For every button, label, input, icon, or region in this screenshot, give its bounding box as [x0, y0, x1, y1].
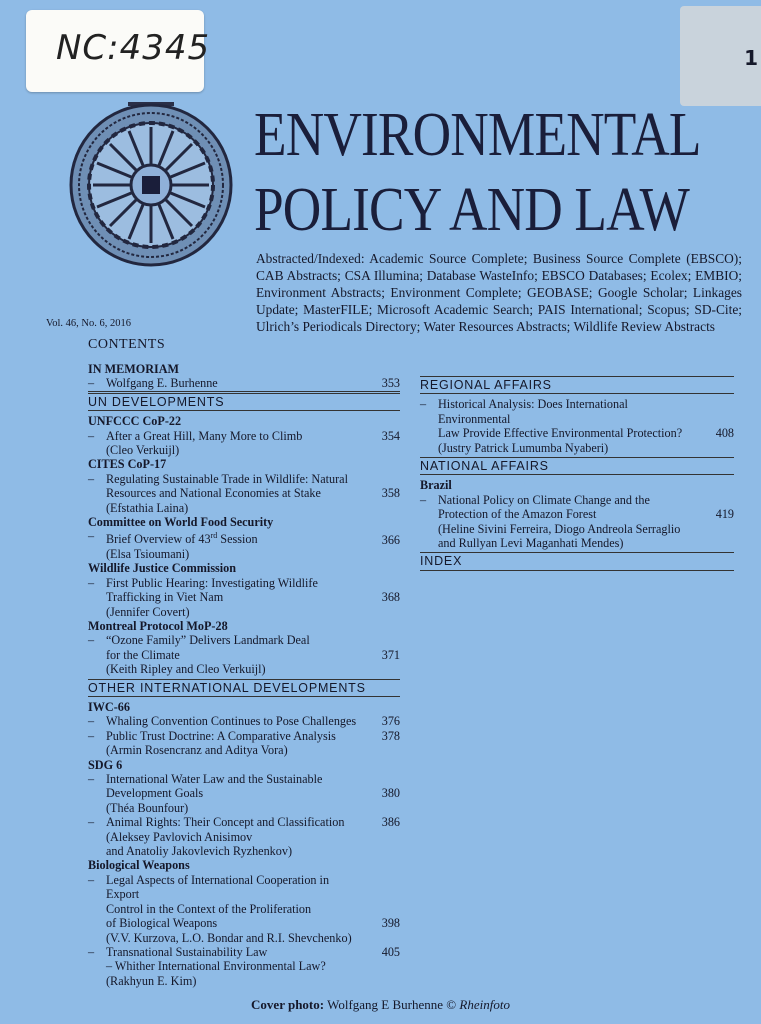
cover-photo-credit-text: Wolfgang E Burhenne ©	[324, 997, 460, 1012]
toc-entry-title-cont: Control in the Context of the Proliferation	[106, 901, 312, 916]
toc-author: (V.V. Kurzova, L.O. Bondar and R.I. Shevchenko)	[106, 930, 352, 945]
toc-entry[interactable]: – Historical Analysis: Does International Environmental Law Provide Effective Environmental Protection? 408	[420, 397, 734, 441]
toc-entry-title: Wolfgang E. Burhenne	[106, 376, 218, 391]
subsection-head: Brazil	[420, 478, 452, 493]
toc-author: (Aleksey Pavlovich Anisimov	[106, 829, 253, 844]
toc-entry-title-cont: Resources and National Economies at Stake	[106, 486, 321, 501]
subsection-head: SDG 6	[88, 757, 123, 772]
toc-entry-title-cont: Trafficking in Viet Nam	[106, 590, 224, 605]
subsection-head: Biological Weapons	[88, 858, 190, 873]
toc-page-number: 376	[381, 714, 400, 729]
toc-page-number: 386	[381, 815, 400, 830]
cover-photo-label: Cover photo:	[251, 997, 325, 1012]
toc-author-cont: and Anatoliy Jakovlevich Ryzhenkov)	[106, 844, 293, 859]
toc-entry-title-cont: Law Provide Effective Environmental Protection?	[438, 426, 683, 441]
journal-title-line-2: POLICY AND LAW	[254, 176, 689, 244]
toc-entry[interactable]: – Regulating Sustainable Trade in Wildlife: Natural Resources and National Economies at Stake 358	[88, 471, 400, 501]
toc-entry[interactable]: – Legal Aspects of International Cooperation in Export Control in the Context of the Proliferation of Biological Weapons 398	[88, 872, 400, 931]
toc-entry-title: Public Trust Doctrine: A Comparative Analysis	[106, 728, 336, 743]
toc-entry-title: Whaling Convention Continues to Pose Challenges	[106, 714, 357, 729]
toc-entry-title-cont: for the Climate	[106, 647, 180, 662]
toc-entry[interactable]: – Public Trust Doctrine: A Comparative Analysis 378	[88, 728, 400, 743]
toc-author: (Jennifer Covert)	[106, 604, 190, 619]
toc-page-number: 368	[381, 590, 400, 605]
catalog-number: NC:4345	[56, 28, 211, 68]
contents-left-column	[88, 362, 400, 988]
toc-page-number: 408	[715, 426, 734, 441]
toc-entry[interactable]: – Animal Rights: Their Concept and Classification 386	[88, 815, 400, 830]
journal-emblem-icon	[68, 102, 234, 268]
subsection-head: CITES CoP-17	[88, 457, 167, 472]
toc-entry[interactable]: – First Public Hearing: Investigating Wildlife Trafficking in Viet Nam 368	[88, 575, 400, 605]
corner-tag	[680, 6, 761, 106]
toc-page-number: 371	[381, 647, 400, 662]
section-index[interactable]: INDEX	[420, 552, 734, 570]
cover-photo-credit	[0, 997, 761, 1013]
volume-number: Vol. 46, No. 6, 2016	[46, 318, 131, 329]
toc-author: (Rakhyun E. Kim)	[106, 973, 197, 988]
toc-entry-title: “Ozone Family” Delivers Landmark Deal	[106, 633, 310, 648]
toc-page-number: 380	[381, 786, 400, 801]
section-un-developments: UN DEVELOPMENTS	[88, 393, 400, 411]
toc-page-number: 358	[381, 486, 400, 501]
toc-author: (Théa Bounfour)	[106, 800, 189, 815]
toc-entry-title: Legal Aspects of International Cooperation in Export	[106, 872, 330, 902]
toc-page-number: 405	[381, 944, 400, 959]
toc-entry-title: Brief Overview of 43rd Session	[106, 531, 258, 547]
toc-author: (Cleo Verkuijl)	[106, 443, 180, 458]
section-regional-affairs: REGIONAL AFFAIRS	[420, 376, 734, 394]
toc-entry-title-cont: – Whither International Environmental Law?	[106, 959, 326, 974]
subsection-head: Committee on World Food Security	[88, 515, 274, 530]
toc-page-number: 398	[381, 916, 400, 931]
toc-author: (Keith Ripley and Cleo Verkuijl)	[106, 662, 266, 677]
toc-author: (Justry Patrick Lumumba Nyaberi)	[438, 440, 609, 455]
toc-entry[interactable]: – “Ozone Family” Delivers Landmark Deal for the Climate 371	[88, 633, 400, 662]
toc-entry-title: First Public Hearing: Investigating Wildlife	[106, 575, 318, 590]
toc-page-number: 419	[715, 507, 734, 522]
toc-entry-title-cont: Development Goals	[106, 786, 204, 801]
section-head: IN MEMORIAM	[88, 362, 180, 376]
catalog-label	[26, 10, 211, 92]
toc-entry[interactable]: – National Policy on Climate Change and the Protection of the Amazon Forest 419	[420, 492, 734, 522]
toc-entry[interactable]: – Whaling Convention Continues to Pose Challenges 376	[88, 714, 400, 729]
toc-author: (Armin Rosencranz and Aditya Vora)	[106, 743, 288, 758]
toc-author: (Efstathia Laina)	[106, 500, 189, 515]
toc-entry-title: National Policy on Climate Change and the	[438, 492, 650, 507]
toc-page-number: 354	[381, 428, 400, 443]
toc-entry-title: Regulating Sustainable Trade in Wildlife: Natural	[106, 471, 348, 486]
toc-entry[interactable]: – Wolfgang E. Burhenne 353	[88, 376, 400, 391]
toc-page-number: 353	[381, 376, 400, 391]
subsection-head: Montreal Protocol MoP-28	[88, 618, 228, 633]
toc-author: (Elsa Tsioumani)	[106, 546, 190, 561]
toc-entry[interactable]: – Transnational Sustainability Law – Whither International Environmental Law? 405	[88, 944, 400, 974]
toc-page-number: 378	[381, 728, 400, 743]
toc-entry-title: Animal Rights: Their Concept and Classification	[106, 815, 345, 830]
toc-page-number: 366	[381, 532, 400, 547]
corner-tag-text: 1	[744, 46, 758, 70]
contents-heading: CONTENTS	[88, 337, 166, 352]
journal-title-line-1: ENVIRONMENTAL	[254, 101, 701, 169]
contents-right-column	[420, 374, 734, 574]
toc-entry-title-cont: of Biological Weapons	[106, 916, 218, 931]
toc-entry[interactable]: – Brief Overview of 43rd Session 366	[88, 529, 400, 547]
section-national-affairs: NATIONAL AFFAIRS	[420, 457, 734, 475]
toc-entry-title-cont: Protection of the Amazon Forest	[438, 507, 597, 522]
toc-entry[interactable]: – After a Great Hill, Many More to Climb 354	[88, 428, 400, 443]
abstracted-indexed-list: Abstracted/Indexed: Academic Source Complete; Business Source Complete (EBSCO); CAB Abstracts; CSA Illumina; Database WasteInfo; EBSCO Databases; Ecolex; EMBIO; Environment Abstracts; Environment Complete; GEOBASE; Google Scholar; Linkages Update; MasterFILE; Microsoft Academic Search; PAIS International; Scopus; SD-Cite; Ulrich’s Periodicals Directory; Water Resources Abstracts; Wildlife Review Abstracts	[256, 251, 742, 334]
subsection-head: UNFCCC CoP-22	[88, 414, 182, 429]
toc-entry-title: International Water Law and the Sustainable	[106, 772, 323, 787]
subsection-head: Wildlife Justice Commission	[88, 561, 237, 576]
toc-author: (Heline Sivini Ferreira, Diogo Andreola Serraglio	[438, 521, 681, 536]
toc-entry[interactable]: – International Water Law and the Sustainable Development Goals 380	[88, 772, 400, 801]
subsection-head: IWC-66	[88, 700, 130, 714]
toc-author-cont: and Rullyan Levi Maganhati Mendes)	[438, 536, 624, 551]
cover-photo-agency: Rheinfoto	[459, 997, 510, 1012]
toc-entry-title: Transnational Sustainability Law	[106, 944, 268, 959]
toc-entry-title: Historical Analysis: Does International Environmental	[438, 397, 628, 426]
toc-entry-title: After a Great Hill, Many More to Climb	[106, 428, 303, 443]
section-other-international: OTHER INTERNATIONAL DEVELOPMENTS	[88, 679, 400, 697]
